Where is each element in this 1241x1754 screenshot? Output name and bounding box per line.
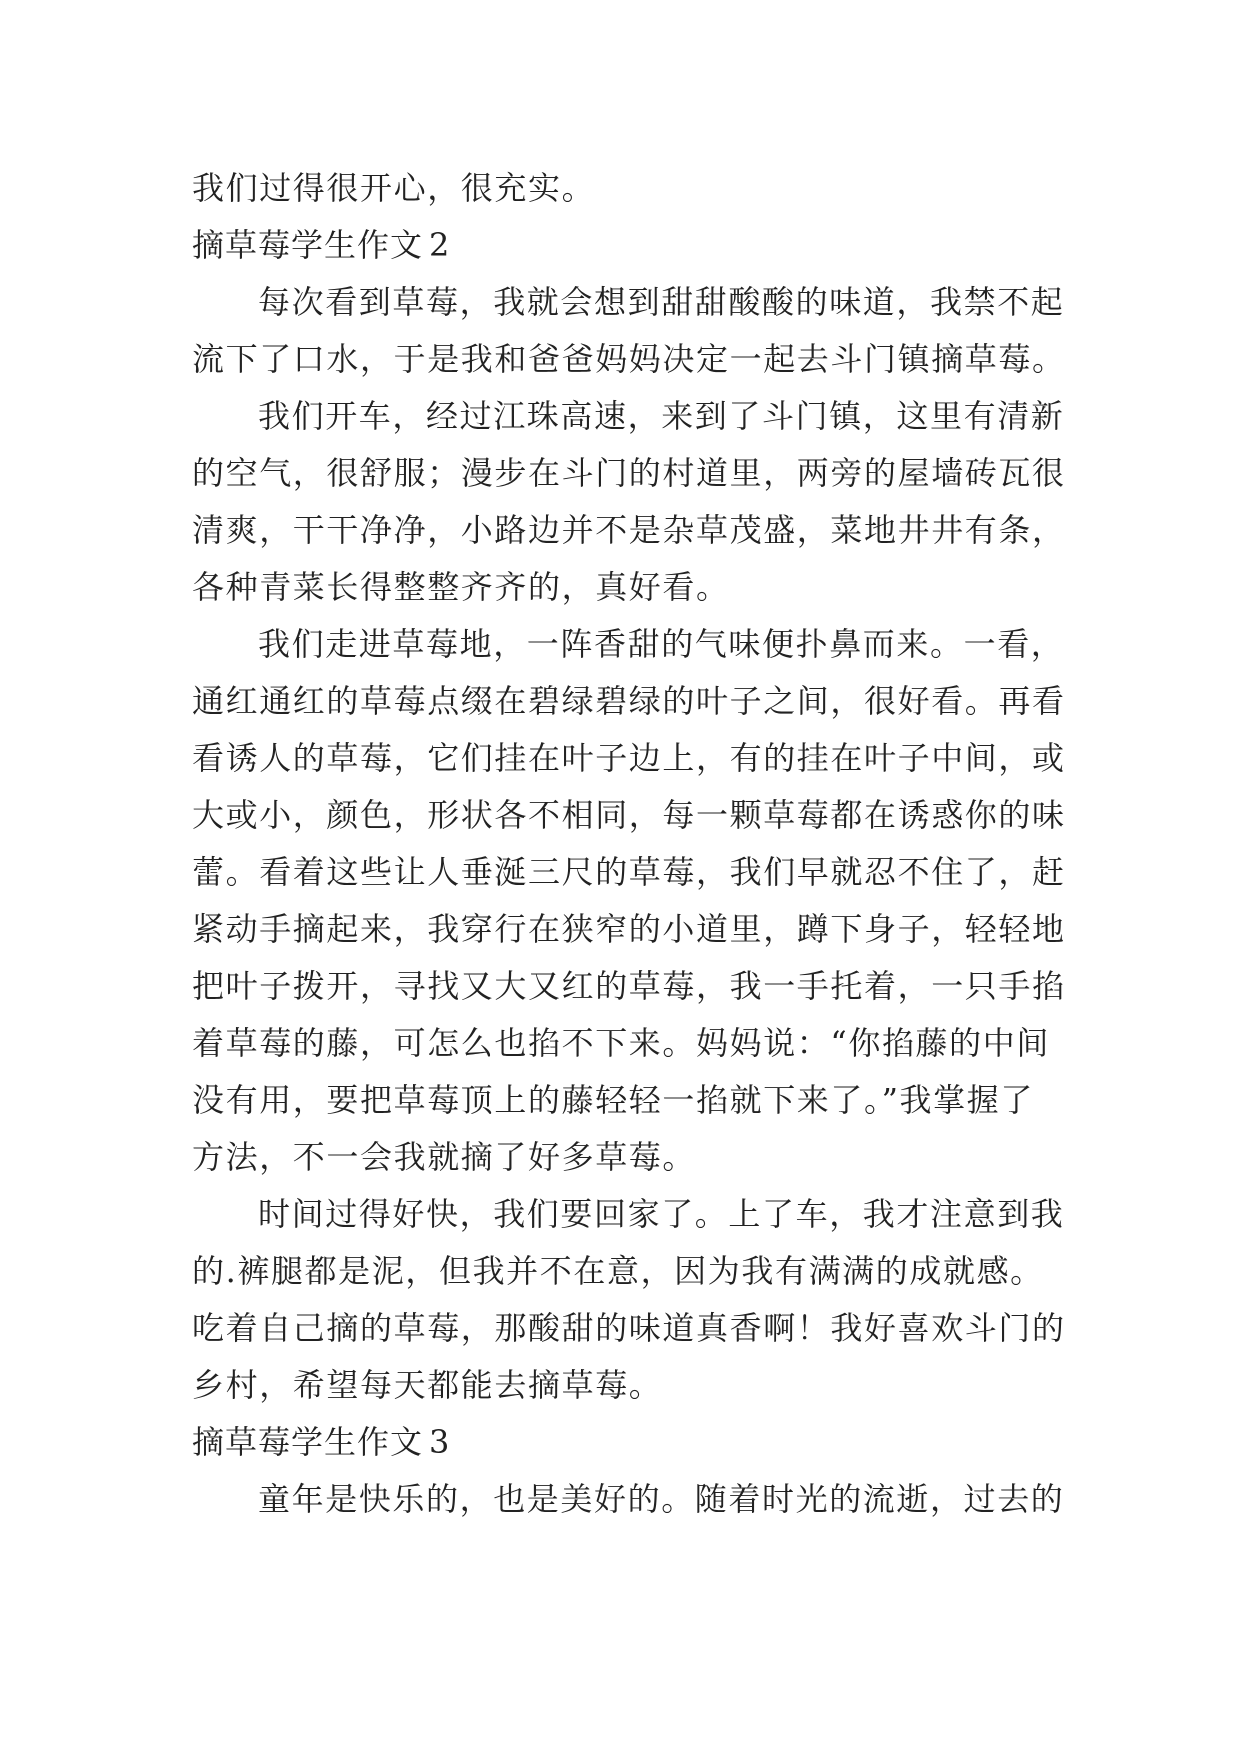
paragraph-line: 着草莓的藤，可怎么也掐不下来。妈妈说：“你掐藤的中间 xyxy=(192,1024,1050,1062)
paragraph-line: 乡村，希望每天都能去摘草莓。 xyxy=(192,1366,663,1404)
paragraph-first-line: 我们开车，经过江珠高速，来到了斗门镇，这里有清新 xyxy=(258,397,1065,435)
document-body xyxy=(192,160,1072,1528)
essay-heading-number: 3 xyxy=(429,1423,451,1461)
essay-heading-text: 摘草莓学生作文 xyxy=(192,1423,424,1461)
paragraph-line: 我们过得很开心，很充实。 xyxy=(192,169,596,207)
paragraph-line: 看诱人的草莓，它们挂在叶子边上，有的挂在叶子中间，或 xyxy=(192,739,1066,777)
paragraph-line: 紧动手摘起来，我穿行在狭窄的小道里，蹲下身子，轻轻地 xyxy=(192,910,1066,948)
paragraph-line: 把叶子拨开，寻找又大又红的草莓，我一手托着，一只手掐 xyxy=(192,967,1066,1005)
paragraph-first-line: 时间过得好快，我们要回家了。上了车，我才注意到我 xyxy=(258,1195,1065,1233)
essay-heading xyxy=(192,217,1072,274)
essay-heading-text: 摘草莓学生作文 xyxy=(192,226,424,264)
paragraph-line: 清爽，干干净净，小路边并不是杂草茂盛，菜地井井有条， xyxy=(192,511,1066,549)
paragraph-line: 大或小，颜色，形状各不相同，每一颗草莓都在诱惑你的味 xyxy=(192,796,1066,834)
paragraph-first-line: 每次看到草莓，我就会想到甜甜酸酸的味道，我禁不起 xyxy=(258,283,1065,321)
paragraph-line: 的空气，很舒服；漫步在斗门的村道里，两旁的屋墙砖瓦很 xyxy=(192,454,1066,492)
paragraph-first-line: 我们走进草莓地，一阵香甜的气味便扑鼻而来。一看， xyxy=(258,625,1065,663)
paragraph-line: 各种青菜长得整整齐齐的，真好看。 xyxy=(192,568,730,606)
paragraph-line: 方法，不一会我就摘了好多草莓。 xyxy=(192,1138,697,1176)
essay-heading xyxy=(192,1414,1072,1471)
paragraph-line: 流下了口水，于是我和爸爸妈妈决定一起去斗门镇摘草莓。 xyxy=(192,340,1066,378)
paragraph-line: 没有用，要把草莓顶上的藤轻轻一掐就下来了。”我掌握了 xyxy=(192,1081,1034,1119)
paragraph-first-line: 童年是快乐的，也是美好的。随着时光的流逝，过去的 xyxy=(258,1480,1065,1518)
essay-heading-number: 2 xyxy=(429,226,451,264)
paragraph-line: 通红通红的草莓点缀在碧绿碧绿的叶子之间，很好看。再看 xyxy=(192,682,1066,720)
paragraph-line: 的.裤腿都是泥，但我并不在意，因为我有满满的成就感。 xyxy=(192,1252,1044,1290)
paragraph-line: 蕾。看着这些让人垂涎三尺的草莓，我们早就忍不住了，赶 xyxy=(192,853,1066,891)
paragraph-line: 吃着自己摘的草莓，那酸甜的味道真香啊！我好喜欢斗门的 xyxy=(192,1309,1066,1347)
